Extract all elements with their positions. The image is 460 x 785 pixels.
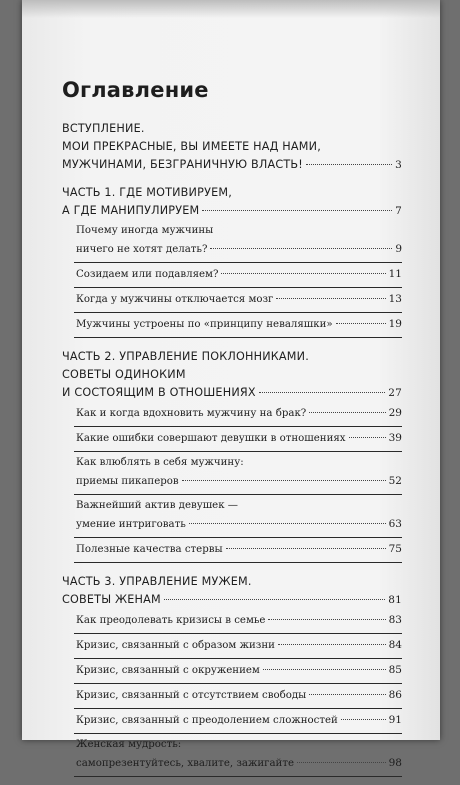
dot-leader <box>306 164 392 165</box>
dot-leader <box>336 323 386 324</box>
entry-line <box>76 636 402 655</box>
entry-line <box>76 754 402 773</box>
toc-title: Оглавление <box>62 78 209 102</box>
part-heading-text: ВСТУПЛЕНИЕ. <box>62 122 145 135</box>
entry-text: Важнейший актив девушек — <box>76 500 238 511</box>
toc-entry[interactable] <box>62 402 402 425</box>
toc-entry[interactable] <box>62 452 402 493</box>
part-heading-text: ЧАСТЬ 2. УПРАВЛЕНИЕ ПОКЛОННИКАМИ. <box>62 350 309 363</box>
dot-leader <box>164 599 385 600</box>
page-number: 81 <box>388 594 402 606</box>
entry-text: Кризис, связанный с образом жизни <box>76 640 275 651</box>
part-heading-text: ЧАСТЬ 3. УПРАВЛЕНИЕ МУЖЕМ. <box>62 575 252 588</box>
dot-leader <box>276 298 385 299</box>
page-number: 98 <box>388 757 402 769</box>
page-number: 39 <box>388 432 402 444</box>
dot-leader <box>349 437 386 438</box>
entry-line <box>76 454 402 472</box>
entry-text: умение интриговать <box>76 519 186 530</box>
toc-body <box>62 120 402 777</box>
page-number: 84 <box>388 639 402 651</box>
entry-text: Как преодолевать кризисы в семье <box>76 615 266 626</box>
page-number: 63 <box>388 518 402 530</box>
entry-text: Кризис, связанный с окружением <box>76 665 260 676</box>
dot-leader <box>309 694 385 695</box>
entry-text: Женская мудрость: <box>76 739 182 750</box>
entry-line <box>76 240 402 259</box>
toc-entry[interactable] <box>62 313 402 336</box>
toc-entry[interactable] <box>62 427 402 450</box>
page-number: 83 <box>388 614 402 626</box>
part-heading-line <box>62 184 402 202</box>
toc-entry[interactable] <box>62 659 402 682</box>
toc-entry[interactable] <box>62 263 402 286</box>
toc-entry[interactable] <box>62 709 402 732</box>
part-heading-line <box>62 202 402 220</box>
entry-line <box>76 222 402 240</box>
entry-line <box>76 290 402 309</box>
dot-leader <box>259 392 386 393</box>
dot-leader <box>309 412 385 413</box>
toc-part <box>62 184 402 338</box>
dot-leader <box>189 523 386 524</box>
entry-text: Полезные качества стервы <box>76 544 223 555</box>
entry-line <box>76 711 402 730</box>
toc-part <box>62 573 402 777</box>
toc-entry[interactable] <box>62 609 402 632</box>
toc-entry[interactable] <box>62 538 402 561</box>
toc-entry[interactable] <box>62 495 402 536</box>
part-heading-text: МОИ ПРЕКРАСНЫЕ, ВЫ ИМЕЕТЕ НАД НАМИ, <box>62 140 321 153</box>
part-heading-text: И СОСТОЯЩИМ В ОТНОШЕНИЯХ <box>62 386 256 399</box>
page-number: 19 <box>388 318 402 330</box>
dot-leader <box>278 644 386 645</box>
page-number: 85 <box>388 664 402 676</box>
entry-line <box>76 686 402 705</box>
entry-divider <box>74 562 402 563</box>
page-top-shadow <box>22 0 440 18</box>
part-heading-line <box>62 348 402 366</box>
entry-line <box>76 736 402 754</box>
toc-entry[interactable] <box>62 220 402 261</box>
entry-text: Кризис, связанный с отсутствием свободы <box>76 690 307 701</box>
page-number: 13 <box>388 293 402 305</box>
part-heading-text: МУЖЧИНАМИ, БЕЗГРАНИЧНУЮ ВЛАСТЬ! <box>62 158 303 171</box>
entry-line <box>76 265 402 284</box>
page-number: 7 <box>395 205 402 217</box>
entry-line <box>76 661 402 680</box>
entry-line <box>76 497 402 515</box>
toc-entry[interactable] <box>62 734 402 775</box>
entry-line <box>76 540 402 559</box>
entry-text: Как влюблять в себя мужчину: <box>76 457 244 468</box>
entry-text: Как и когда вдохновить мужчину на брак? <box>76 408 307 419</box>
dot-leader <box>341 719 386 720</box>
entry-text: Мужчины устроены по «принципу неваляшки» <box>76 319 333 330</box>
toc-part <box>62 120 402 174</box>
part-heading-text: ЧАСТЬ 1. ГДЕ МОТИВИРУЕМ, <box>62 186 232 199</box>
page-number: 3 <box>395 159 402 171</box>
entry-line <box>76 515 402 534</box>
part-heading-text: СОВЕТЫ ОДИНОКИМ <box>62 368 186 381</box>
entry-text: ничего не хотят делать? <box>76 244 208 255</box>
dot-leader <box>297 762 386 763</box>
entry-divider <box>74 776 402 777</box>
part-heading-text: СОВЕТЫ ЖЕНАМ <box>62 593 161 606</box>
entry-line <box>76 404 402 423</box>
entry-text: Какие ошибки совершают девушки в отношениях <box>76 433 346 444</box>
dot-leader <box>202 210 392 211</box>
part-heading-text: А ГДЕ МАНИПУЛИРУЕМ <box>62 204 200 217</box>
entry-line <box>76 315 402 334</box>
entry-text: Созидаем или подавляем? <box>76 269 219 280</box>
page-number: 11 <box>388 268 402 280</box>
part-heading-line <box>62 384 402 402</box>
page-number: 91 <box>388 714 402 726</box>
page-number: 27 <box>388 387 402 399</box>
part-heading-line <box>62 120 402 138</box>
part-heading-line <box>62 138 402 156</box>
page-number: 9 <box>395 243 402 255</box>
entry-text: Почему иногда мужчины <box>76 225 214 236</box>
page-number: 75 <box>388 543 402 555</box>
dot-leader <box>182 480 386 481</box>
part-heading-line <box>62 573 402 591</box>
toc-part <box>62 348 402 563</box>
toc-entry[interactable] <box>62 684 402 707</box>
table-of-contents <box>62 78 402 785</box>
entry-line <box>76 429 402 448</box>
dot-leader <box>226 548 386 549</box>
dot-leader <box>263 669 386 670</box>
dot-leader <box>268 619 385 620</box>
toc-entry[interactable] <box>62 634 402 657</box>
dot-leader <box>210 248 392 249</box>
entry-text: самопрезентуйтесь, хвалите, зажигайте <box>76 758 294 769</box>
part-heading-line <box>62 366 402 384</box>
part-heading-line <box>62 591 402 609</box>
page-number: 86 <box>388 689 402 701</box>
part-heading-line <box>62 156 402 174</box>
entry-text: Кризис, связанный с преодолением сложностей <box>76 715 338 726</box>
page-number: 29 <box>388 407 402 419</box>
entry-line <box>76 472 402 491</box>
toc-entry[interactable] <box>62 288 402 311</box>
entry-text: приемы пикаперов <box>76 476 179 487</box>
page-number: 52 <box>388 475 402 487</box>
entry-divider <box>74 337 402 338</box>
dot-leader <box>221 273 385 274</box>
entry-line <box>76 611 402 630</box>
entry-text: Когда у мужчины отключается мозг <box>76 294 274 305</box>
